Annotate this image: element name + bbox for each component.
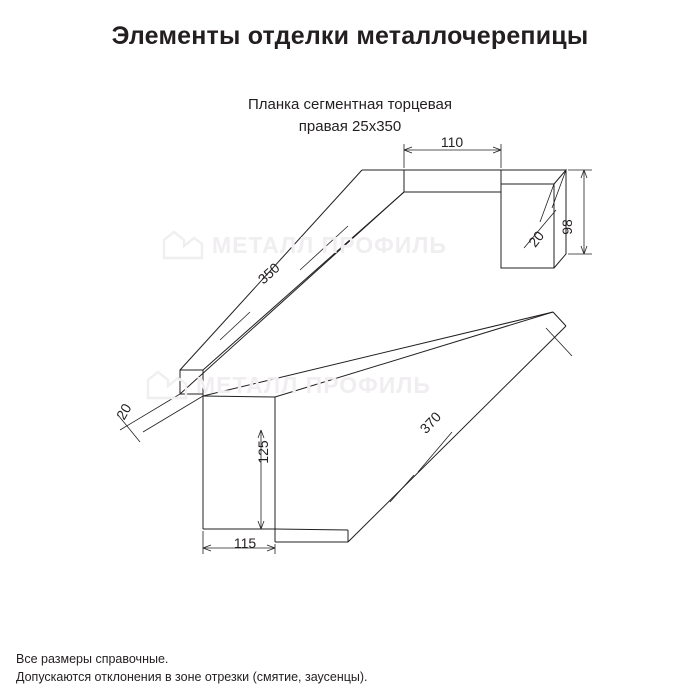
watermark-text-2: МЕТАЛЛ ПРОФИЛЬ — [196, 372, 431, 398]
dimension-lines — [118, 144, 592, 554]
dim-98-label: 98 — [559, 219, 575, 235]
dim-20-left-label: 20 — [112, 400, 135, 423]
part-outline — [180, 170, 566, 542]
dim-20-right-label: 20 — [524, 227, 548, 250]
dim-110-label: 110 — [440, 134, 464, 150]
dim-115-label: 115 — [233, 535, 257, 551]
page-title: Элементы отделки металлочерепицы — [111, 22, 589, 50]
subtitle-line-1: Планка сегментная торцевая — [247, 96, 453, 113]
drawing-svg — [0, 130, 700, 590]
metall-profil-logo-icon — [144, 368, 190, 406]
dim-125-label: 125 — [255, 440, 271, 464]
watermark-text-1: МЕТАЛЛ ПРОФИЛЬ — [212, 232, 447, 258]
dim-370-label: 370 — [416, 408, 445, 437]
footnotes — [16, 650, 368, 686]
dim-350-label: 350 — [254, 259, 283, 288]
subtitle-line-2: правая 25х350 — [298, 118, 402, 135]
metall-profil-logo-icon — [160, 228, 206, 266]
footnote-line-1: Все размеры справочные. — [16, 652, 169, 666]
footnote-line-2: Допускаются отклонения в зоне отрезки (смятие, заусенцы). — [16, 670, 368, 684]
technical-drawing — [0, 130, 700, 590]
